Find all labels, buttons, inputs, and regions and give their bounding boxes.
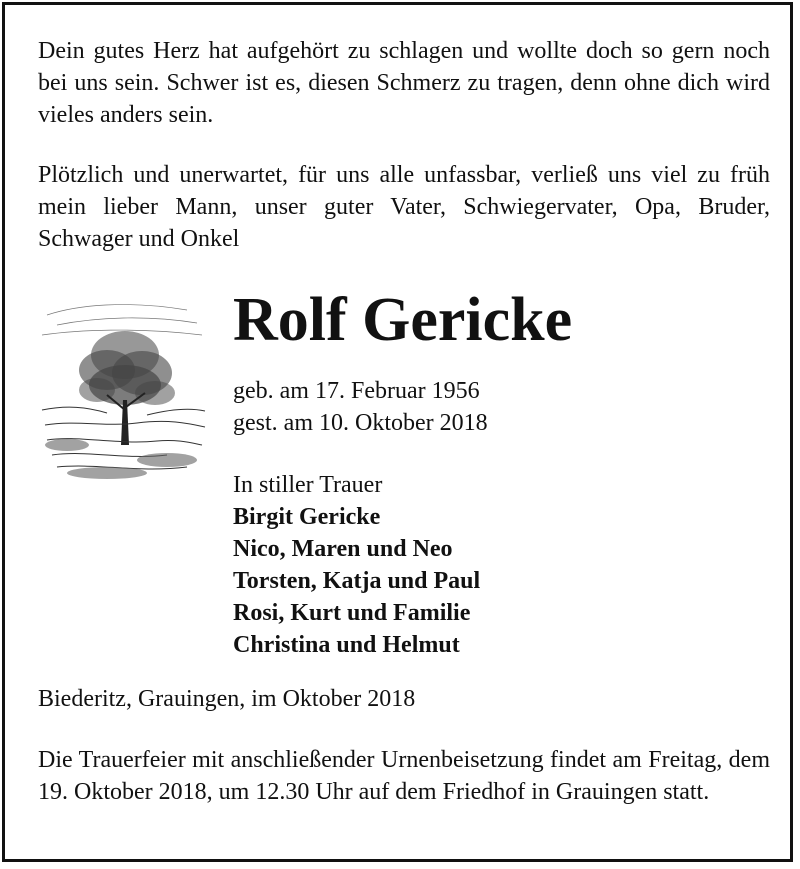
mourner-name: Christina und Helmut bbox=[233, 632, 460, 658]
funeral-info: Die Trauerfeier mit anschließender Urnenbeisetzung findet am Freitag, dem 19. Oktober 2018, um 12.30 Uhr auf dem Friedhof in Grauingen statt. bbox=[38, 747, 770, 805]
death-date: gest. am 10. Oktober 2018 bbox=[233, 410, 488, 436]
deceased-name: Rolf Gericke bbox=[233, 286, 573, 354]
mourning-heading: In stiller Trauer bbox=[233, 472, 383, 498]
mourner-name: Birgit Gericke bbox=[233, 504, 381, 530]
birth-date: geb. am 17. Februar 1956 bbox=[233, 378, 480, 404]
mourner-name: Nico, Maren und Neo bbox=[233, 536, 453, 562]
place-and-date: Biederitz, Grauingen, im Oktober 2018 bbox=[38, 686, 416, 712]
tree-landscape-icon bbox=[37, 295, 209, 485]
announcement-text: Plötzlich und unerwartet, für uns alle unfassbar, verließ uns viel zu früh mein lieber Mann, unser guter Vater, Schwiegervater, Opa, Bruder, Schwager und Onkel bbox=[38, 162, 770, 252]
mourner-name: Rosi, Kurt und Familie bbox=[233, 600, 471, 626]
mourner-name: Torsten, Katja und Paul bbox=[233, 568, 481, 594]
obituary-frame bbox=[2, 2, 793, 862]
intro-verse: Dein gutes Herz hat aufgehört zu schlagen und wollte doch so gern noch bei uns sein. Schwer ist es, diesen Schmerz zu tragen, denn ohne dich wird vieles anders sein. bbox=[38, 38, 770, 128]
mourners-list bbox=[233, 501, 480, 661]
